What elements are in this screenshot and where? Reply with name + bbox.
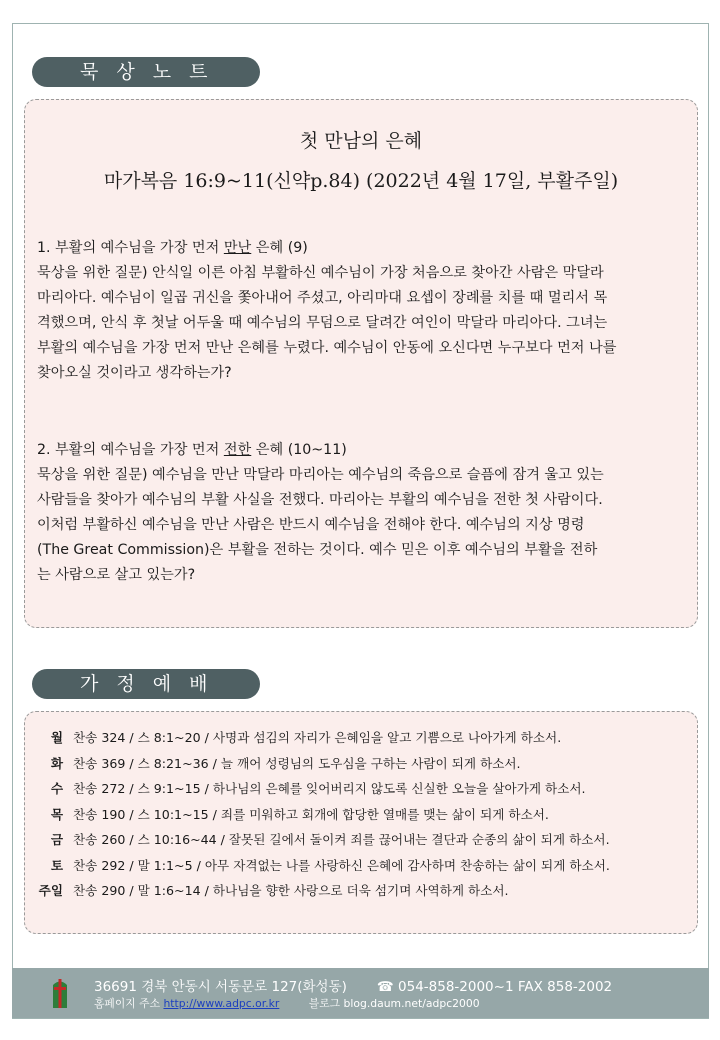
church-footer [12,968,709,1018]
worship-day: 토 [50,857,63,873]
point-1-line: 찾아오실 것이라고 생각하는가? [37,365,232,381]
worship-row [37,827,610,853]
worship-text: 찬송 260 / 스 10:16~44 / 잘못된 길에서 돌이켜 죄를 끊어내는 결단과 순종의 삶이 되게 하소서. [73,832,610,847]
point-2-heading: 2. 부활의 예수님을 가장 먼저 전한 은혜 (10~11) [37,442,347,458]
meditation-section-label: 묵 상 노 트 [32,57,260,87]
church-cross-logo-icon [50,976,70,1010]
point-2-line: (The Great Commission)은 부활을 전하는 것이다. 예수 믿은 이후 예수님의 부활을 전하 [37,542,598,558]
point-2-line: 묵상을 위한 질문) 예수님을 만난 막달라 마리아는 예수님의 죽음으로 슬픔에 잠겨 울고 있는 [37,467,604,483]
point-1-line: 부활의 예수님을 가장 먼저 만난 은혜를 누렸다. 예수님이 안동에 오신다면 누구보다 먼저 나를 [37,340,617,356]
point-1-line: 마리아다. 예수님이 일곱 귀신을 쫓아내어 주셨고, 아리마대 요셉이 장례를 치를 때 멀리서 목 [37,290,608,306]
meditation-point-2 [37,438,687,588]
worship-section-label: 가 정 예 배 [32,669,260,699]
worship-row [37,878,610,904]
worship-row [37,802,610,828]
point-2-line: 는 사람으로 살고 있는가? [37,567,196,583]
point-2-line: 이처럼 부활하신 예수님을 만난 사람은 반드시 예수님을 전해야 한다. 예수님의 지상 명령 [37,517,585,533]
worship-schedule [37,725,610,904]
worship-day: 월 [50,730,63,745]
point-1-line: 격했으며, 안식 후 첫날 어두울 때 예수님의 무덤으로 달려간 여인이 막달라 마리아다. 그녀는 [37,315,608,331]
sermon-scripture: 마가복음 16:9~11(신약p.84) (2022년 4월 17일, 부활주일) [103,170,619,192]
point-2-line: 사람들을 찾아가 예수님의 부활 사실을 전했다. 마리아는 부활의 예수님을 전한 첫 사람이다. [37,492,603,508]
worship-text: 찬송 292 / 말 1:1~5 / 아무 자격없는 나를 사랑하신 은혜에 감사하며 찬송하는 삶이 되게 하소서. [73,857,610,873]
worship-text: 찬송 272 / 스 9:1~15 / 하나님의 은혜를 잊어버리지 않도록 신실한 오늘을 살아가게 하소서. [73,781,586,796]
sermon-title: 첫 만남의 은혜 [299,130,423,152]
worship-row [37,751,610,777]
worship-text: 찬송 324 / 스 8:1~20 / 사명과 섬김의 자리가 은혜임을 알고 기쁨으로 나아가게 하소서. [73,730,562,745]
worship-day: 주일 [38,883,63,898]
worship-row [37,853,610,879]
point-1-line: 묵상을 위한 질문) 안식일 이른 아침 부활하신 예수님이 가장 처음으로 찾아간 사람은 막달라 [37,265,604,281]
homepage-link[interactable]: http://www.adpc.or.kr [163,997,280,1010]
meditation-box [24,99,698,628]
homepage-label: 홈페이지 주소 [94,997,161,1010]
footer-contact-line [94,975,612,995]
worship-text: 찬송 190 / 스 10:1~15 / 죄를 미워하고 회개에 합당한 열매를 맺는 삶이 되게 하소서. [73,806,549,822]
worship-text: 찬송 369 / 스 8:21~36 / 늘 깨어 성령님의 도우심을 구하는 사람이 되게 하소서. [73,755,521,771]
worship-day: 금 [50,832,63,847]
worship-day: 목 [50,806,63,822]
worship-day: 수 [50,781,63,796]
church-address: 36691 경북 안동시 서동문로 127(화성동) [94,979,347,995]
point-1-heading: 1. 부활의 예수님을 가장 먼저 만난 은혜 (9) [37,240,308,256]
worship-text: 찬송 290 / 말 1:6~14 / 하나님을 향한 사랑으로 더욱 섬기며 사역하게 하소서. [73,883,509,898]
church-phone: ☎ 054-858-2000~1 FAX 858-2002 [376,979,613,995]
worship-row [37,776,610,802]
worship-row [37,725,610,751]
footer-web-line [94,996,480,1011]
worship-day: 화 [50,755,63,771]
blog-address: 블로그 blog.daum.net/adpc2000 [308,997,480,1010]
worship-box [24,711,698,934]
meditation-point-1 [37,236,687,386]
